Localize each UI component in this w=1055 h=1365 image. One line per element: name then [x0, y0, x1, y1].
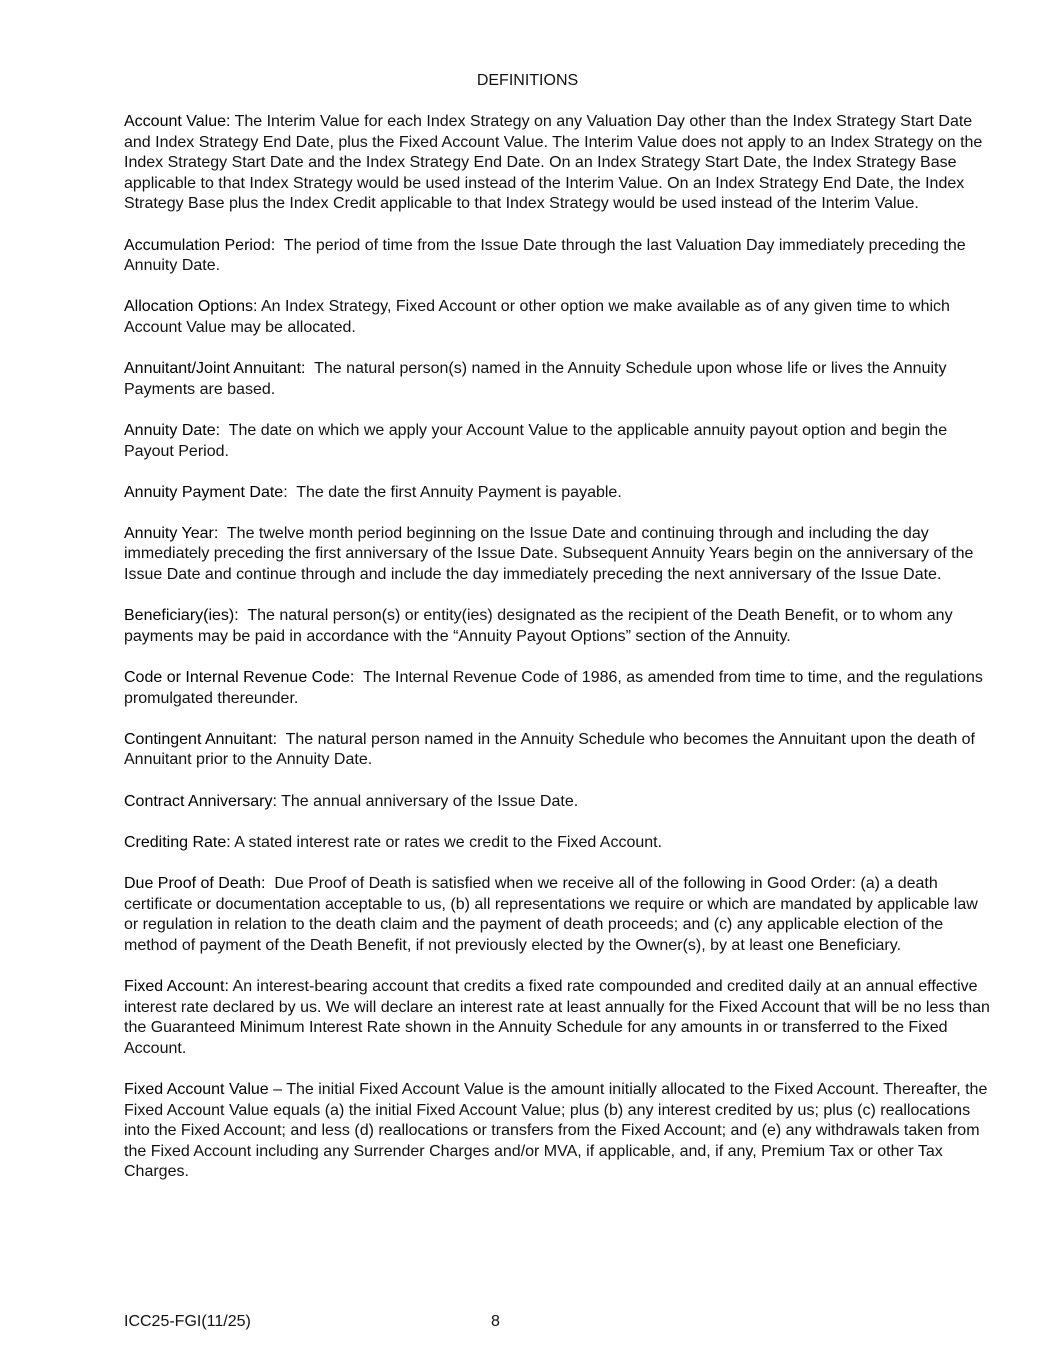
definition-due-proof-of-death — [124, 874, 992, 956]
definition-beneficiaries — [124, 606, 992, 647]
definition-annuity-date — [124, 421, 992, 462]
definition-annuity-payment-date — [124, 483, 992, 504]
page-heading: DEFINITIONS — [476, 72, 579, 89]
definition-crediting-rate — [124, 833, 992, 854]
definition-accumulation-period — [124, 236, 992, 277]
definition-text: A stated interest rate or rates we credit to the Fixed Account. — [234, 833, 663, 851]
definition-text: The Interim Value for each Index Strategy on any Valuation Day other than the Index Strategy Start Date and Index Strategy End Date, plus the Fixed Account Value. The Interim Value does not apply to an Index Strategy on the Index Strategy Start Date and the Index Strategy End Date. On an Index Strategy Start Date, the Index Strategy Base applicable to that Index Strategy would be used instead of the Interim Value. On an Index Strategy End Date, the Index Strategy Base plus the Index Credit applicable to that Index Strategy would be used instead of the Interim Value. — [124, 113, 983, 213]
definition-account-value — [124, 112, 992, 215]
definition-annuitant — [124, 359, 992, 400]
definition-internal-revenue-code — [124, 668, 992, 709]
definition-term: Annuity Payment Date: — [124, 483, 288, 501]
definition-term: Annuity Date: — [124, 421, 221, 439]
definition-text: An interest-bearing account that credits a fixed rate compounded and credited daily at an annual effective interest rate declared by us. We will declare an interest rate at least annually for the Fixed Account that will be no less than the Guaranteed Minimum Interest Rate shown in the Annuity Schedule for any amounts in or transferred to the Fixed Account. — [124, 977, 990, 1057]
definition-text: The twelve month period beginning on the Issue Date and continuing through and including the day immediately preceding the first anniversary of the Issue Date. Subsequent Annuity Years begin on the anniversary of the Issue Date and continue through and include the day immediately preceding the next anniversary of the Issue Date. — [124, 524, 974, 584]
definition-term: Fixed Account: — [124, 977, 229, 995]
definition-term: Annuitant/Joint Annuitant: — [124, 360, 306, 378]
definition-term: Code or Internal Revenue Code: — [124, 669, 355, 687]
definition-term: Account Value: — [124, 113, 231, 130]
definition-text: The annual anniversary of the Issue Date. — [281, 792, 579, 810]
definition-text: – The initial Fixed Account Value is the amount initially allocated to the Fixed Account. Thereafter, the Fixed Account Value equals (a) the initial Fixed Account Value; plus (b) any interest credited by us; plus (c) reallocations into the Fixed Account; and less (d) reallocations or transfers from the Fixed Account; and (e) any withdrawals taken from the Fixed Account including any Surrender Charges and/or MVA, if applicable, and, if any, Premium Tax or other Tax Charges. — [124, 1080, 988, 1181]
definition-term: Fixed Account Value — [124, 1080, 269, 1098]
definition-text: Due Proof of Death is satisfied when we receive all of the following in Good Order: (a) a death certificate or documentation acceptable to us, (b) all representations we require or which are mandated by applicable law or regulation in relation to the death claim and the payment of death proceeds; and (c) any applicable election of the method of payment of the Death Benefit, if not previously elected by the Owner(s), by at least one Beneficiary. — [124, 874, 978, 954]
definition-text: The natural person(s) or entity(ies) designated as the recipient of the Death Benefit, or to whom any payments may be paid in accordance with the “Annuity Payout Options” section of the Annuity. — [124, 607, 953, 645]
definition-text: An Index Strategy, Fixed Account or other option we make available as of any given time to which Account Value may be allocated. — [124, 298, 950, 336]
definition-text: The natural person(s) named in the Annuity Schedule upon whose life or lives the Annuity Payments are based. — [124, 360, 947, 398]
definition-text: The date the first Annuity Payment is payable. — [296, 483, 622, 501]
definition-contract-anniversary — [124, 792, 992, 813]
definitions-list — [124, 112, 992, 1203]
definition-contingent-annuitant — [124, 730, 992, 771]
definition-fixed-account-value — [124, 1080, 992, 1183]
footer-page-number: 8 — [491, 1313, 500, 1330]
footer-form-code: ICC25-FGI(11/25) — [124, 1313, 251, 1330]
definition-term: Due Proof of Death: — [124, 874, 266, 892]
definition-allocation-options — [124, 297, 992, 338]
definition-term: Crediting Rate: — [124, 833, 231, 851]
definition-term: Beneficiary(ies): — [124, 607, 239, 625]
definition-term: Annuity Year: — [124, 524, 219, 542]
definition-annuity-year — [124, 524, 992, 586]
definition-text: The natural person named in the Annuity Schedule who becomes the Annuitant upon the death of Annuitant prior to the Annuity Date. — [124, 730, 975, 769]
definition-term: Contingent Annuitant: — [124, 730, 278, 748]
definition-term: Contract Anniversary: — [124, 792, 277, 810]
definition-text: The date on which we apply your Account Value to the applicable annuity payout option and begin the Payout Period. — [124, 421, 948, 460]
definition-text: The period of time from the Issue Date through the last Valuation Day immediately preceding the Annuity Date. — [124, 236, 966, 275]
definition-text: The Internal Revenue Code of 1986, as amended from time to time, and the regulations promulgated thereunder. — [124, 669, 983, 707]
definition-term: Accumulation Period: — [124, 236, 276, 254]
definition-term: Allocation Options: — [124, 298, 258, 316]
definition-fixed-account — [124, 977, 992, 1059]
